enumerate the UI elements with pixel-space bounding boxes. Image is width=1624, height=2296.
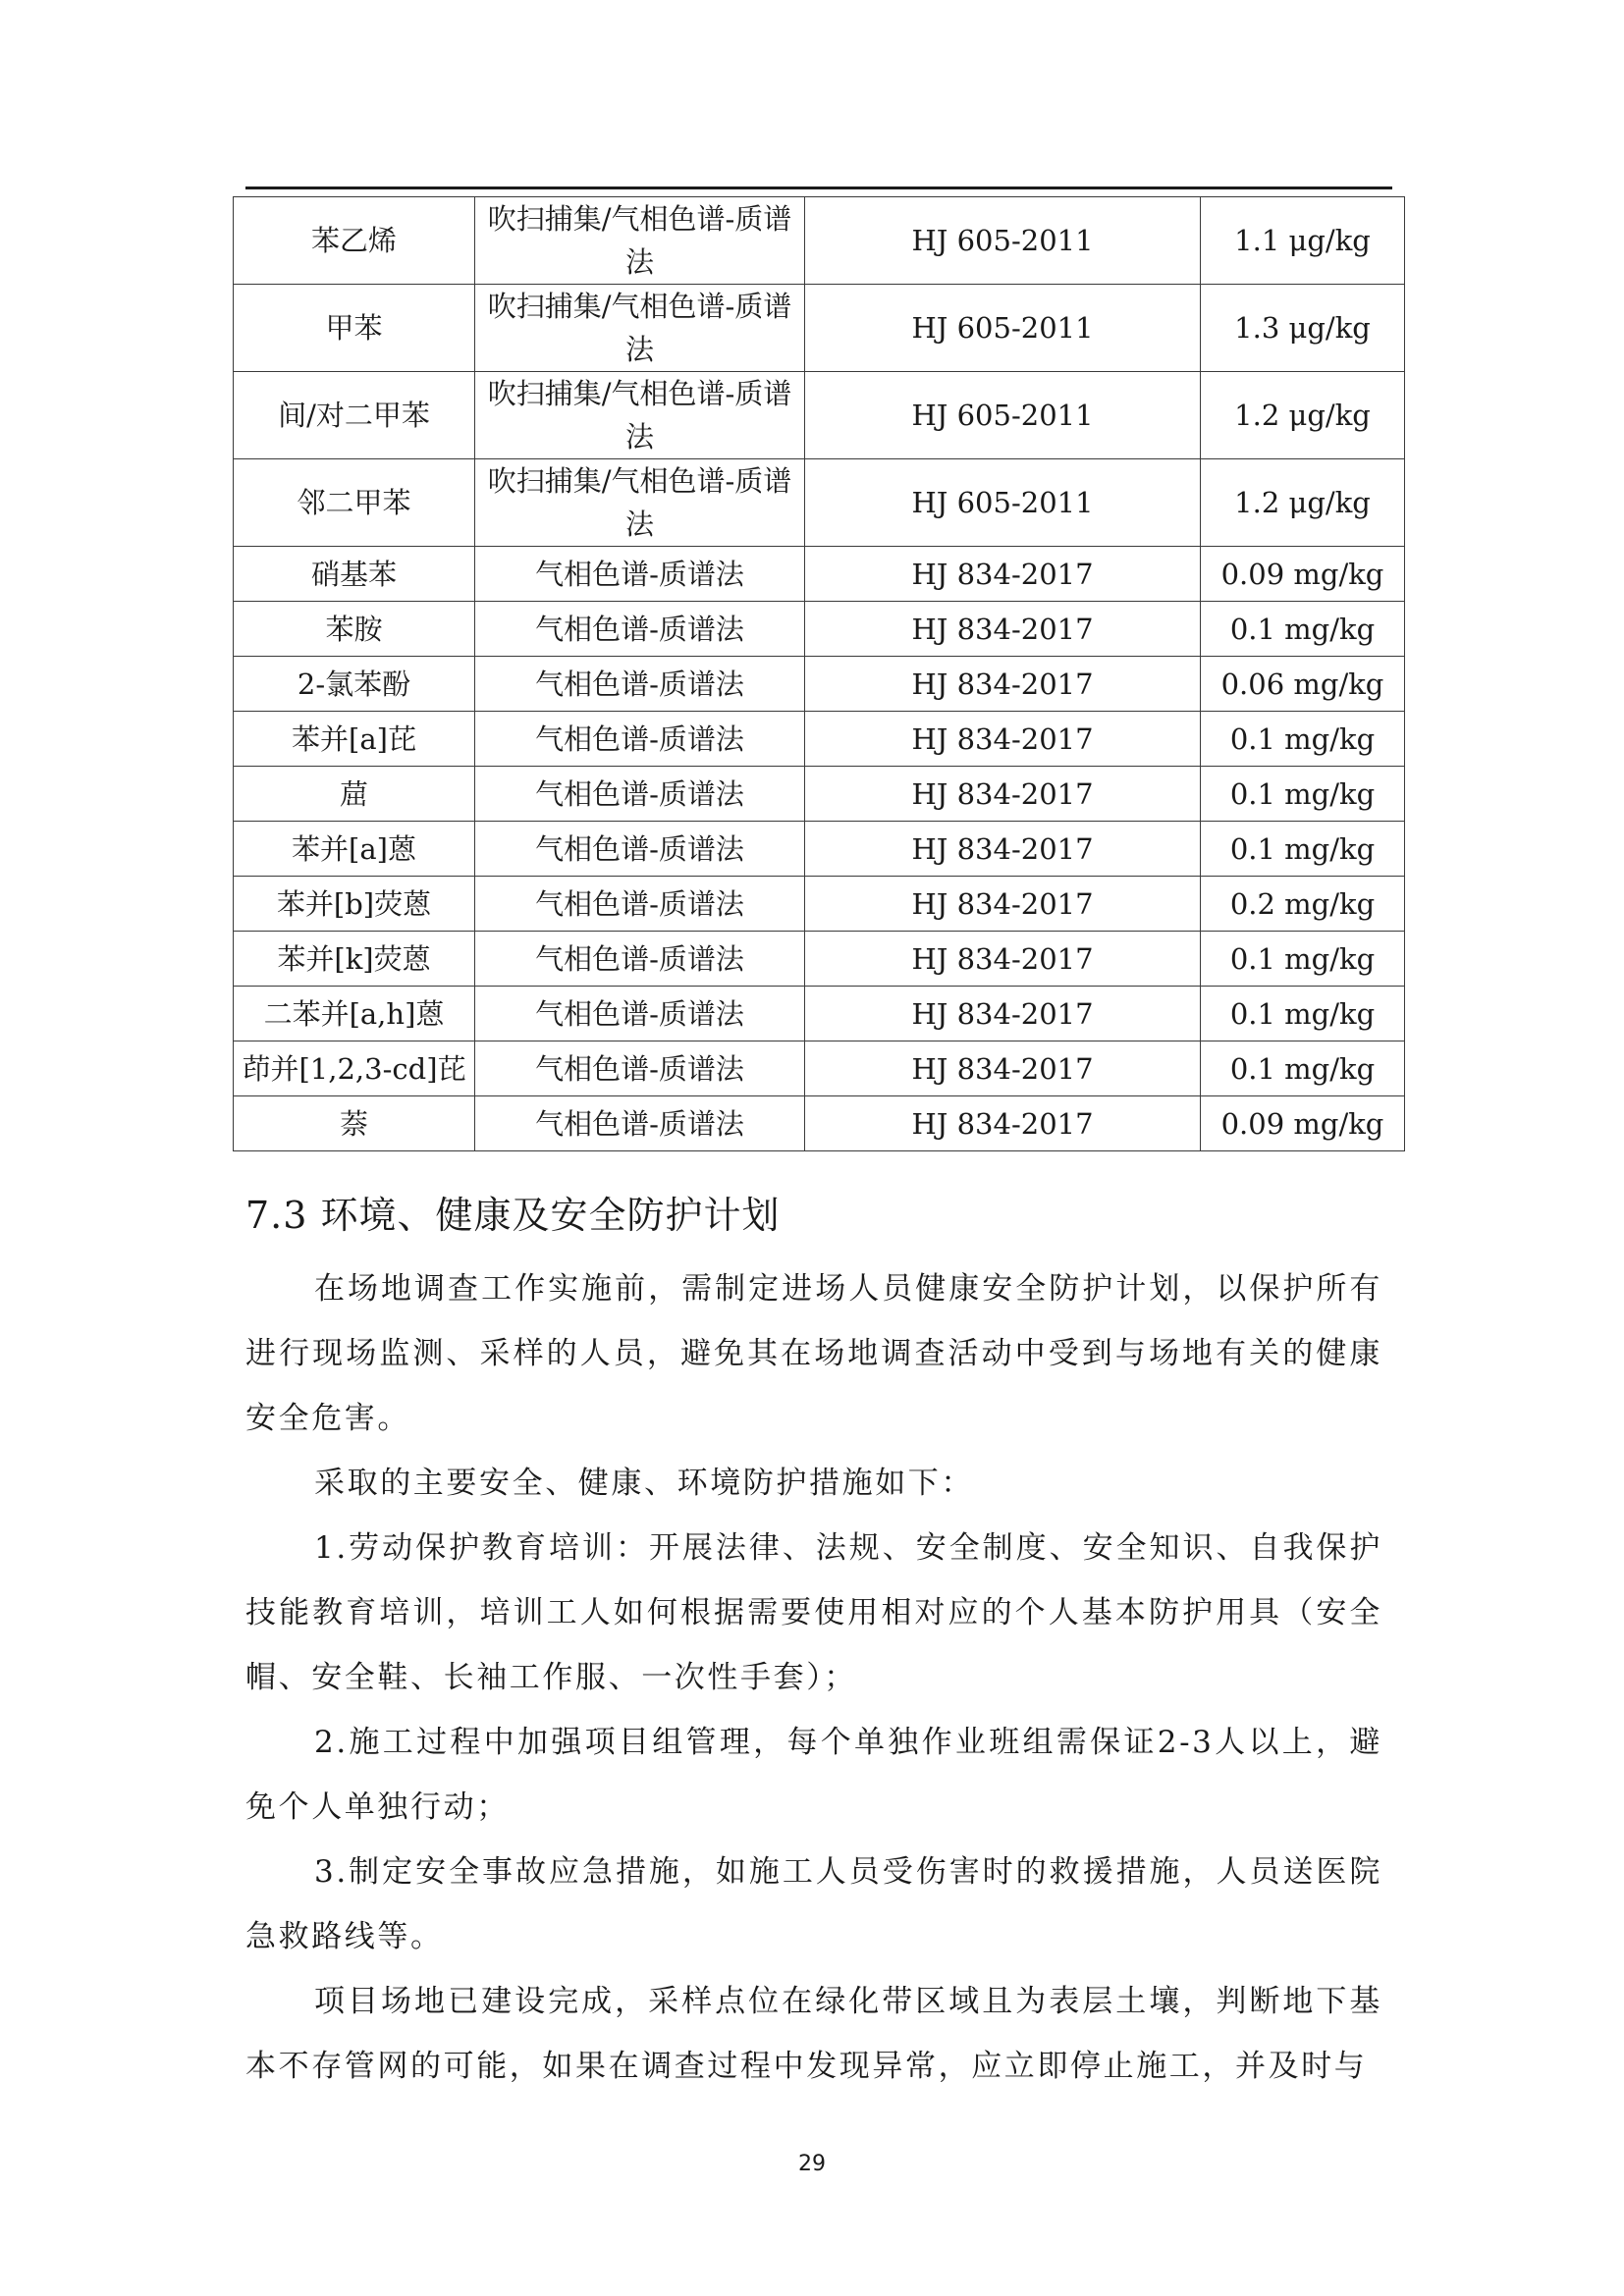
substance-cell: 䓛 (234, 767, 475, 822)
detection-limit-cell: 0.1 mg/kg (1201, 767, 1405, 822)
standard-cell: HJ 834-2017 (805, 877, 1201, 932)
table-row (234, 459, 1405, 547)
table-row (234, 767, 1405, 822)
detection-limit-cell: 0.09 mg/kg (1201, 547, 1405, 602)
method-cell: 气相色谱-质谱法 (475, 657, 805, 712)
section-body (245, 1256, 1382, 2099)
paragraph: 1.劳动保护教育培训：开展法律、法规、安全制度、安全知识、自我保护技能教育培训，培训工人如何根据需要使用相对应的个人基本防护用具（安全帽、安全鞋、长袖工作服、一次性手套）； (245, 1530, 1382, 1695)
method-cell: 气相色谱-质谱法 (475, 932, 805, 987)
standard-cell: HJ 834-2017 (805, 1096, 1201, 1151)
table-row (234, 877, 1405, 932)
standard-cell: HJ 834-2017 (805, 657, 1201, 712)
standard-cell: HJ 834-2017 (805, 712, 1201, 767)
method-cell: 吹扫捕集/气相色谱-质谱法 (475, 197, 805, 285)
analysis-methods-table (233, 196, 1405, 1151)
table-row (234, 372, 1405, 459)
paragraph: 采取的主要安全、健康、环境防护措施如下： (314, 1466, 974, 1501)
substance-cell: 间/对二甲苯 (234, 372, 475, 459)
paragraph: 项目场地已建设完成，采样点位在绿化带区域且为表层土壤，判断地下基本不存管网的可能，如果在调查过程中发现异常，应立即停止施工，并及时与 (245, 1984, 1382, 2084)
method-cell: 气相色谱-质谱法 (475, 1096, 805, 1151)
substance-cell: 茚并[1,2,3-cd]芘 (234, 1041, 475, 1096)
substance-cell: 苯并[b]荧蒽 (234, 877, 475, 932)
detection-limit-cell: 1.1 μg/kg (1201, 197, 1405, 285)
substance-cell: 硝基苯 (234, 547, 475, 602)
standard-cell: HJ 605-2011 (805, 372, 1201, 459)
paragraph: 2.施工过程中加强项目组管理，每个单独作业班组需保证2-3人以上，避免个人单独行动； (245, 1725, 1382, 1825)
paragraph: 在场地调查工作实施前，需制定进场人员健康安全防护计划，以保护所有进行现场监测、采样的人员，避免其在场地调查活动中受到与场地有关的健康安全危害。 (245, 1271, 1382, 1436)
method-cell: 气相色谱-质谱法 (475, 547, 805, 602)
method-cell: 气相色谱-质谱法 (475, 602, 805, 657)
substance-cell: 苯并[k]荧蒽 (234, 932, 475, 987)
standard-cell: HJ 834-2017 (805, 987, 1201, 1041)
detection-limit-cell: 0.06 mg/kg (1201, 657, 1405, 712)
detection-limit-cell: 0.1 mg/kg (1201, 712, 1405, 767)
table-row (234, 712, 1405, 767)
table-row (234, 822, 1405, 877)
detection-limit-cell: 0.2 mg/kg (1201, 877, 1405, 932)
table-row (234, 1041, 1405, 1096)
table-row (234, 285, 1405, 372)
method-cell: 气相色谱-质谱法 (475, 987, 805, 1041)
substance-cell: 苯乙烯 (234, 197, 475, 285)
detection-limit-cell: 0.1 mg/kg (1201, 822, 1405, 877)
detection-limit-cell: 0.1 mg/kg (1201, 1041, 1405, 1096)
method-cell: 吹扫捕集/气相色谱-质谱法 (475, 285, 805, 372)
method-cell: 气相色谱-质谱法 (475, 767, 805, 822)
detection-limit-cell: 0.1 mg/kg (1201, 932, 1405, 987)
page-number: 29 (798, 2152, 826, 2176)
method-cell: 气相色谱-质谱法 (475, 712, 805, 767)
method-cell: 气相色谱-质谱法 (475, 1041, 805, 1096)
method-cell: 吹扫捕集/气相色谱-质谱法 (475, 459, 805, 547)
standard-cell: HJ 834-2017 (805, 547, 1201, 602)
standard-cell: HJ 605-2011 (805, 197, 1201, 285)
detection-limit-cell: 0.1 mg/kg (1201, 602, 1405, 657)
standard-cell: HJ 834-2017 (805, 1041, 1201, 1096)
substance-cell: 2-氯苯酚 (234, 657, 475, 712)
standard-cell: HJ 605-2011 (805, 459, 1201, 547)
table-row (234, 1096, 1405, 1151)
table-row (234, 657, 1405, 712)
detection-limit-cell: 0.09 mg/kg (1201, 1096, 1405, 1151)
header-rule (245, 187, 1392, 189)
standard-cell: HJ 834-2017 (805, 602, 1201, 657)
standard-cell: HJ 834-2017 (805, 767, 1201, 822)
substance-cell: 二苯并[a,h]蒽 (234, 987, 475, 1041)
method-cell: 吹扫捕集/气相色谱-质谱法 (475, 372, 805, 459)
detection-limit-cell: 1.2 μg/kg (1201, 372, 1405, 459)
paragraph: 3.制定安全事故应急措施，如施工人员受伤害时的救援措施，人员送医院急救路线等。 (245, 1854, 1382, 1954)
substance-cell: 苯胺 (234, 602, 475, 657)
substance-cell: 邻二甲苯 (234, 459, 475, 547)
standard-cell: HJ 834-2017 (805, 822, 1201, 877)
table-row (234, 987, 1405, 1041)
section-heading: 7.3 环境、健康及安全防护计划 (245, 1194, 781, 1237)
substance-cell: 萘 (234, 1096, 475, 1151)
method-cell: 气相色谱-质谱法 (475, 877, 805, 932)
substance-cell: 苯并[a]芘 (234, 712, 475, 767)
detection-limit-cell: 1.2 μg/kg (1201, 459, 1405, 547)
table-row (234, 602, 1405, 657)
substance-cell: 甲苯 (234, 285, 475, 372)
substance-cell: 苯并[a]蒽 (234, 822, 475, 877)
detection-limit-cell: 1.3 μg/kg (1201, 285, 1405, 372)
method-cell: 气相色谱-质谱法 (475, 822, 805, 877)
table-row (234, 197, 1405, 285)
standard-cell: HJ 834-2017 (805, 932, 1201, 987)
table-row (234, 547, 1405, 602)
detection-limit-cell: 0.1 mg/kg (1201, 987, 1405, 1041)
standard-cell: HJ 605-2011 (805, 285, 1201, 372)
table-body (234, 197, 1405, 1151)
table-row (234, 932, 1405, 987)
